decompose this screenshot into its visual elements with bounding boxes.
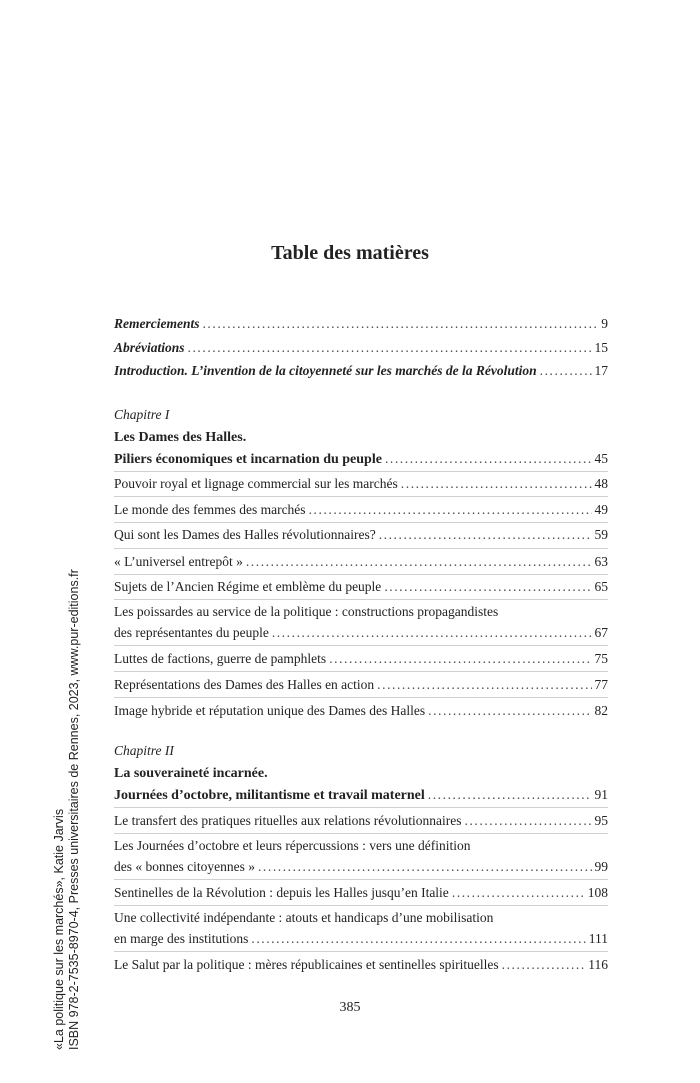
- toc-entry-title: Pouvoir royal et lignage commercial sur les marchés: [114, 476, 398, 491]
- toc-entry[interactable]: [114, 502, 608, 520]
- toc-entry[interactable]: [114, 579, 608, 597]
- divider: [114, 548, 608, 549]
- toc-entry-page: 111: [588, 931, 608, 946]
- page-number: 385: [339, 1000, 361, 1015]
- chapter-2-title-line1: La souveraineté incarnée.: [114, 766, 268, 781]
- dot-leader: [465, 813, 592, 829]
- toc-entry-title: « L’universel entrepôt »: [114, 554, 243, 569]
- toc-entry-page: 95: [594, 813, 608, 828]
- divider: [114, 496, 608, 497]
- toc-entry-chapter-2[interactable]: [114, 787, 608, 805]
- toc-entry-title: Image hybride et réputation unique des Dames des Halles: [114, 703, 426, 718]
- toc-entry-title: Le monde des femmes des marchés: [114, 502, 306, 517]
- toc-entry[interactable]: [114, 554, 608, 572]
- toc-entry-title: Journées d’octobre, militantisme et travail maternel: [114, 788, 425, 803]
- page-title: Table des matières: [271, 242, 429, 264]
- toc-entry-page: 75: [594, 651, 608, 666]
- divider: [114, 879, 608, 880]
- toc-entry-title: Remerciements: [114, 316, 200, 331]
- divider: [114, 645, 608, 646]
- toc-entry-title: Sentinelles de la Révolution : depuis les Halles jusqu’en Italie: [114, 885, 449, 900]
- divider: [114, 471, 608, 472]
- toc-entry-title: Le transfert des pratiques rituelles aux relations révolutionnaires: [114, 813, 462, 828]
- toc-entry-title: Piliers économiques et incarnation du peuple: [114, 452, 382, 467]
- toc-entry-title: Le Salut par la politique : mères républicaines et sentinelles spirituelles: [114, 957, 499, 972]
- toc-entry-page: 48: [594, 476, 608, 491]
- dot-leader: [540, 363, 592, 379]
- divider: [114, 697, 608, 698]
- dot-leader: [258, 859, 592, 875]
- toc-entry-page: 82: [594, 703, 608, 718]
- dot-leader: [401, 476, 592, 492]
- dot-leader: [385, 451, 592, 467]
- toc-entry-title-line1: Une collectivité indépendante : atouts et handicaps d’une mobilisation: [114, 910, 494, 925]
- toc-entry-page: 15: [594, 340, 608, 355]
- dot-leader: [246, 554, 592, 570]
- toc-entry-page: 59: [594, 527, 608, 542]
- dot-leader: [379, 527, 592, 543]
- toc-entry[interactable]: [114, 931, 608, 949]
- toc-entry[interactable]: [114, 859, 608, 877]
- divider: [114, 574, 608, 575]
- divider: [114, 671, 608, 672]
- toc-entry[interactable]: [114, 677, 608, 695]
- toc-entry-title: des représentantes du peuple: [114, 625, 269, 640]
- toc-entry-abreviations[interactable]: [114, 340, 608, 358]
- side-note-line1: «La politique sur les marchés», Katie Jarvis: [52, 808, 66, 1050]
- toc-entry-page: 99: [594, 859, 608, 874]
- dot-leader: [428, 787, 592, 803]
- divider: [114, 807, 608, 808]
- toc-entry-page: 9: [601, 316, 608, 331]
- toc-entry-page: 45: [594, 451, 608, 466]
- chapter-2-label: Chapitre II: [114, 743, 174, 758]
- toc-entry-page: 77: [594, 677, 608, 692]
- dot-leader: [428, 703, 591, 719]
- chapter-1-label: Chapitre I: [114, 407, 170, 422]
- toc-entry-chapter-1[interactable]: [114, 451, 608, 469]
- toc-entry-title: en marge des institutions: [114, 931, 249, 946]
- toc-entry-introduction[interactable]: [114, 363, 608, 381]
- toc-entry[interactable]: [114, 813, 608, 831]
- side-note-line2: ISBN 978-2-7535-8970-4, Presses universitaires de Rennes, 2023, www.pur-editions.fr: [67, 569, 81, 1050]
- divider: [114, 905, 608, 906]
- dot-leader: [251, 931, 585, 947]
- toc-entry-title: des « bonnes citoyennes »: [114, 859, 255, 874]
- divider: [114, 599, 608, 600]
- toc-entry[interactable]: [114, 703, 608, 721]
- toc-entry-title: Introduction. L’invention de la citoyenneté sur les marchés de la Révolution: [114, 363, 537, 378]
- divider: [114, 522, 608, 523]
- dot-leader: [452, 885, 585, 901]
- toc-entry-title-line1: Les poissardes au service de la politique : constructions propagandistes: [114, 604, 499, 619]
- toc-entry-page: 91: [594, 787, 608, 802]
- toc-entry[interactable]: [114, 625, 608, 643]
- dot-leader: [502, 957, 586, 973]
- toc-entry[interactable]: [114, 476, 608, 494]
- toc-entry-page: 67: [594, 625, 608, 640]
- side-note: [52, 569, 82, 1050]
- dot-leader: [329, 651, 591, 667]
- toc-entry[interactable]: [114, 885, 608, 903]
- toc-entry-title: Abréviations: [114, 340, 185, 355]
- toc-entry-page: 108: [587, 885, 608, 900]
- dot-leader: [377, 677, 591, 693]
- divider: [114, 951, 608, 952]
- toc-entry-remerciements[interactable]: [114, 316, 608, 334]
- toc-entry[interactable]: [114, 651, 608, 669]
- chapter-1-title-line1: Les Dames des Halles.: [114, 430, 247, 445]
- dot-leader: [384, 579, 591, 595]
- toc-entry-page: 17: [594, 363, 608, 378]
- toc-entry-page: 49: [594, 502, 608, 517]
- dot-leader: [188, 340, 592, 356]
- toc-entry-title: Représentations des Dames des Halles en action: [114, 677, 375, 692]
- dot-leader: [309, 502, 592, 518]
- toc-entry-title: Luttes de factions, guerre de pamphlets: [114, 651, 327, 666]
- toc-entry-page: 116: [588, 957, 608, 972]
- dot-leader: [202, 316, 598, 332]
- dot-leader: [272, 625, 592, 641]
- divider: [114, 833, 608, 834]
- toc-entry-page: 63: [594, 554, 608, 569]
- toc-entry[interactable]: [114, 957, 608, 975]
- toc-entry-title: Sujets de l’Ancien Régime et emblème du peuple: [114, 579, 382, 594]
- toc-entry-title-line1: Les Journées d’octobre et leurs répercussions : vers une définition: [114, 838, 471, 853]
- toc-entry-title: Qui sont les Dames des Halles révolutionnaires?: [114, 527, 376, 542]
- toc-entry[interactable]: [114, 527, 608, 545]
- toc-entry-page: 65: [594, 579, 608, 594]
